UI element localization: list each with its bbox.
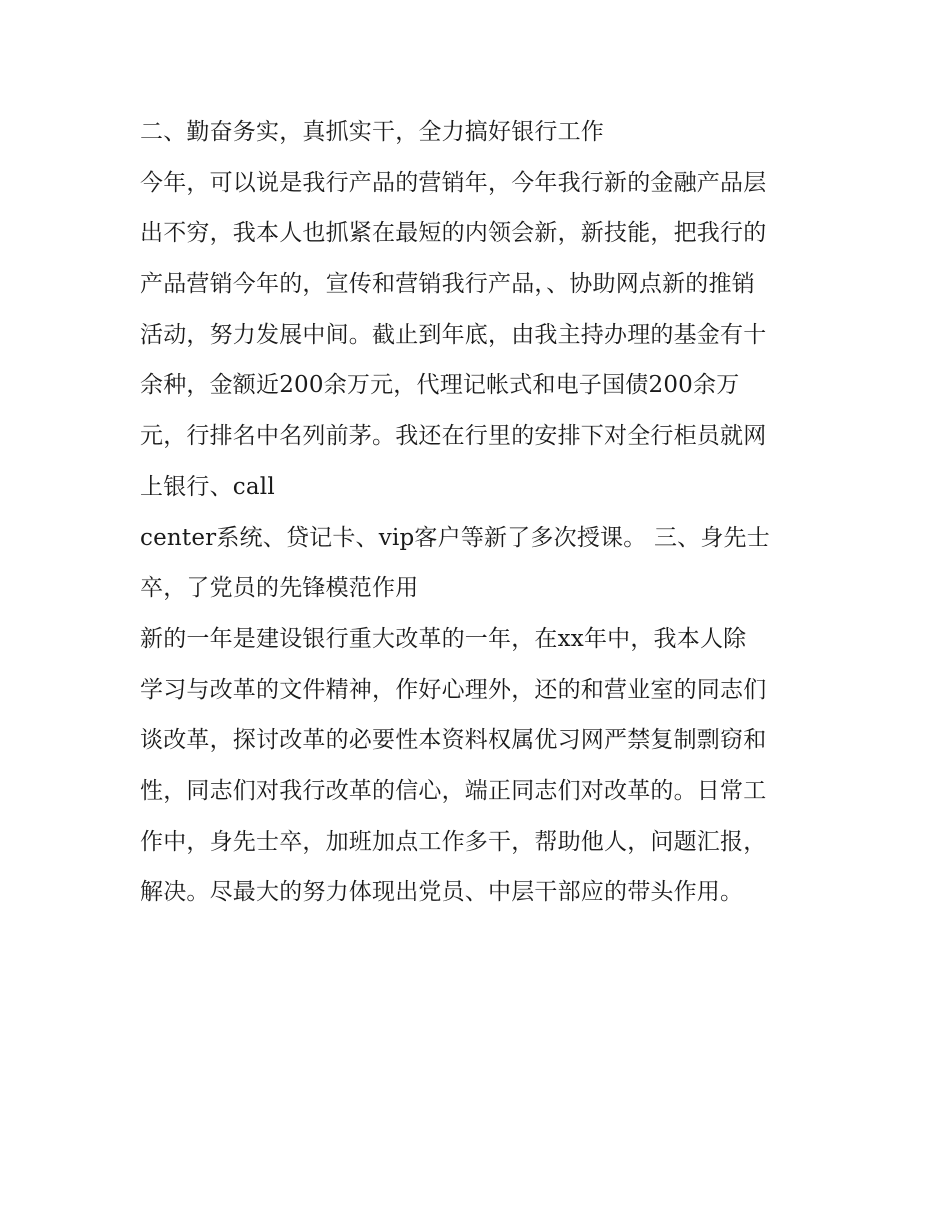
document-body	[140, 107, 820, 918]
text-line: 新的一年是建设银行重大改革的一年，在xx年中，我本人除	[140, 625, 747, 652]
text-line: 作中，身先士卒，加班加点工作多干，帮助他人，问题汇报，	[140, 828, 767, 855]
section-heading: 二、勤奋务实，真抓实干，全力搞好银行工作	[140, 119, 604, 145]
text-line: 活动，努力发展中间。截止到年底，由我主持办理的基金有十	[140, 321, 767, 348]
text-line: 余种，金额近200余万元，代理记帐式和电子国债200余万	[140, 372, 740, 399]
text-line: 学习与改革的文件精神，作好心理外，还的和营业室的同志们	[140, 676, 767, 703]
text-line: 性，同志们对我行改革的信心，端正同志们对改革的。日常工	[140, 777, 767, 804]
text-line: 元，行排名中名列前茅。我还在行里的安排下对全行柜员就网	[140, 423, 767, 450]
text-line: center系统、贷记卡、vip客户等新了多次授课。 三、身先士	[140, 524, 770, 551]
text-line: 今年，可以说是我行产品的营销年，今年我行新的金融产品层	[140, 169, 767, 196]
text-line: 产品营销今年的，宣传和营销我行产品，、协助网点新的推销	[140, 271, 755, 298]
text-line: 出不穷，我本人也抓紧在最短的内领会新，新技能，把我行的	[140, 220, 767, 247]
text-line: 解决。尽最大的努力体现出党员、中层干部应的带头作用。	[140, 879, 744, 906]
text-line: 卒，了党员的先锋模范作用	[140, 575, 419, 602]
text-line: 上银行、call	[140, 473, 275, 500]
text-line: 谈改革，探讨改革的必要性本资料权属优习网严禁复制剽窃和	[140, 727, 767, 754]
